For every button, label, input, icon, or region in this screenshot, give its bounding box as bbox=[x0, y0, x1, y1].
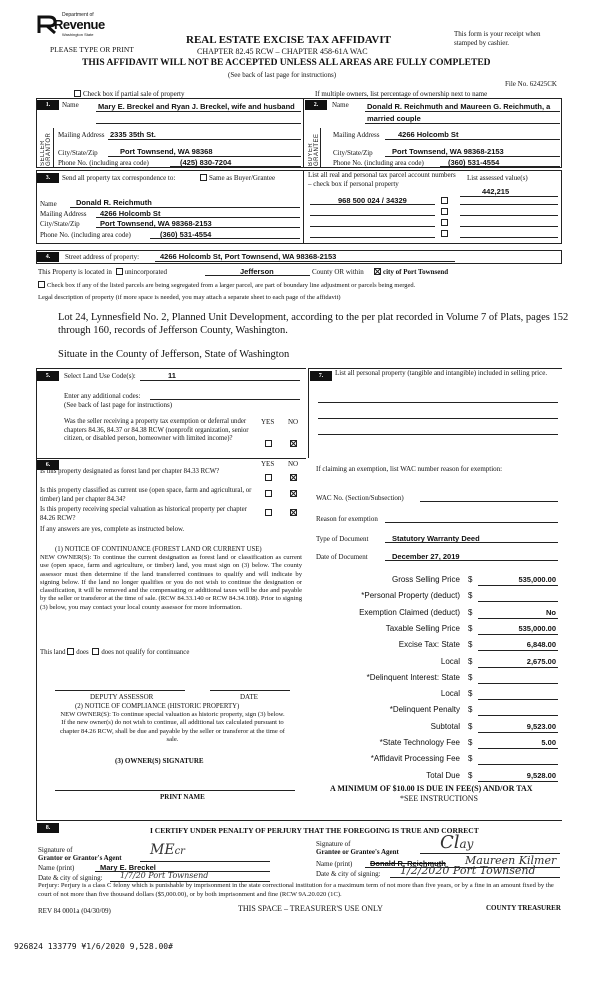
situate-text: Situate in the County of Jefferson, State of Washington bbox=[58, 349, 290, 360]
partial-sale-checkbox[interactable]: Check box if partial sale of property bbox=[74, 90, 184, 98]
buyer-mailing[interactable]: 4266 Holcomb St bbox=[398, 130, 459, 139]
amount-value[interactable]: 2,675.00 bbox=[526, 657, 556, 666]
doc-date-label: Date of Document bbox=[316, 553, 368, 561]
current-use-yes-checkbox[interactable] bbox=[265, 490, 274, 498]
deputy-date-label: DATE bbox=[240, 693, 258, 701]
buyer-phone-label: Phone No. (including area code) bbox=[333, 159, 424, 167]
notice-continuance-title: (1) NOTICE OF CONTINUANCE (FOREST LAND OR CURRENT USE) bbox=[55, 546, 262, 553]
personal-property-checkbox-1[interactable] bbox=[441, 197, 450, 205]
amount-value[interactable]: 9,528.00 bbox=[526, 771, 556, 780]
personal-property-checkbox-2[interactable] bbox=[441, 208, 450, 216]
grantor-name[interactable]: Mary E. Breckel bbox=[100, 863, 156, 872]
seller-city[interactable]: Port Townsend, WA 98368 bbox=[120, 147, 213, 156]
section-5-number: 5. bbox=[37, 371, 63, 381]
receipt-note: This form is your receipt when stamped by cashier. bbox=[454, 30, 541, 47]
agency-name: Revenue bbox=[54, 17, 105, 32]
grantor-date-city[interactable]: 1/7/20 Port Townsend bbox=[120, 871, 209, 880]
grantee-signature[interactable]: Clay bbox=[440, 832, 474, 853]
print-name-label: PRINT NAME bbox=[160, 793, 205, 801]
buyer-side-label: BUYER GRANTEE bbox=[308, 133, 320, 166]
see-back: (See back of last page for instructions) bbox=[228, 71, 337, 79]
forest-yes-checkbox[interactable] bbox=[265, 474, 274, 482]
land-use-see-back: (See back of last page for instructions) bbox=[64, 401, 173, 409]
street-label: Street address of property: bbox=[65, 253, 140, 261]
segregated-checkbox[interactable]: Check box if any of the listed parcels are being segregated from a larger parcel, are part of boundary line adjustment or parcels being merged. bbox=[38, 281, 415, 289]
amount-label: Local bbox=[440, 689, 460, 698]
amount-underline bbox=[478, 764, 558, 765]
amount-underline bbox=[478, 618, 558, 619]
land-use-label: Select Land Use Code(s): bbox=[64, 372, 136, 380]
section-2-number: 2. bbox=[305, 100, 331, 110]
reason-label: Reason for exemption bbox=[316, 515, 378, 523]
amount-label: Local bbox=[440, 657, 460, 666]
amount-label: *Personal Property (deduct) bbox=[361, 591, 460, 600]
amount-label: Exemption Claimed (deduct) bbox=[359, 608, 460, 617]
section5-yes-header: YES bbox=[261, 418, 275, 426]
minimum-note: A MINIMUM OF $10.00 IS DUE IN FEE(S) AND/OR TAX bbox=[330, 784, 533, 793]
doc-type[interactable]: Statutory Warranty Deed bbox=[392, 534, 480, 543]
exemption-yes-checkbox[interactable] bbox=[265, 440, 274, 448]
dollar-sign: $ bbox=[468, 722, 473, 731]
amount-label: Gross Selling Price bbox=[391, 575, 460, 584]
grantee-name-label: Name (print) bbox=[316, 860, 353, 868]
wac-label: WAC No. (Section/Subsection) bbox=[316, 494, 404, 502]
notice-compliance-text: NEW OWNER(S): To continue special valuation as historic property, sign (3) below. If the new owner(s) do not wish to continue, all additional tax calculated pursuant to chapter 84.26 RCW, shall be due and payable by the seller or transferor at the time of sale. bbox=[60, 711, 285, 743]
amount-value[interactable]: 535,000.00 bbox=[518, 575, 556, 584]
owner-signature-label: (3) OWNER(S) SIGNATURE bbox=[115, 757, 204, 765]
dollar-sign: $ bbox=[468, 608, 473, 617]
unincorporated-checkbox[interactable] bbox=[116, 268, 123, 275]
if-yes-note: If any answers are yes, complete as instructed below. bbox=[40, 526, 185, 533]
legal-description[interactable]: Lot 24, Lynnesfield No. 2, Planned Unit Development, according to the per plat recorded in Volume 7 of Plats, pages 152 through 160, records of Jefferson County, Washington. bbox=[58, 312, 569, 336]
section6-no-header: NO bbox=[288, 460, 299, 468]
dollar-sign: $ bbox=[468, 705, 473, 714]
form-chapter: CHAPTER 82.45 RCW – CHAPTER 458-61A WAC bbox=[197, 47, 368, 56]
certify-text: I CERTIFY UNDER PENALTY OF PERJURY THAT THE FOREGOING IS TRUE AND CORRECT bbox=[150, 826, 479, 835]
dollar-sign: $ bbox=[468, 624, 473, 633]
city-checkbox[interactable]: city of Port Townsend bbox=[374, 268, 448, 276]
doc-type-label: Type of Document bbox=[316, 535, 369, 543]
county-name[interactable]: Jefferson bbox=[240, 267, 274, 276]
tax-name-label: Name bbox=[40, 200, 57, 208]
amount-underline bbox=[478, 585, 558, 586]
please-type: PLEASE TYPE OR PRINT bbox=[50, 45, 134, 54]
section8-frame bbox=[36, 820, 562, 821]
section7-frame bbox=[308, 368, 562, 458]
personal-property-label: List all personal property (tangible and intangible) included in selling price. bbox=[335, 369, 548, 377]
buyer-city-label: City/State/Zip bbox=[333, 149, 373, 157]
street-address[interactable]: 4266 Holcomb St, Port Townsend, WA 98368-2153 bbox=[160, 252, 337, 261]
land-use-code[interactable]: 11 bbox=[168, 371, 176, 380]
tax-name[interactable]: Donald R. Reichmuth bbox=[76, 198, 152, 207]
dollar-sign: $ bbox=[468, 640, 473, 649]
dollar-sign: $ bbox=[468, 575, 473, 584]
tax-phone-label: Phone No. (including area code) bbox=[40, 231, 131, 239]
multiple-owners-note: If multiple owners, list percentage of ownership next to name bbox=[315, 90, 488, 98]
grantor-name-label: Name (print) bbox=[38, 864, 75, 872]
seller-side-label: SELLER GRANTOR bbox=[40, 132, 52, 166]
amount-underline bbox=[478, 601, 558, 602]
assessed-value[interactable]: 442,215 bbox=[482, 187, 510, 196]
dollar-sign: $ bbox=[468, 673, 473, 682]
section-3-number: 3. bbox=[37, 173, 63, 183]
tax-mailing[interactable]: 4266 Holcomb St bbox=[100, 209, 161, 218]
deputy-assessor-label: DEPUTY ASSESSOR bbox=[90, 693, 154, 701]
grantee-name[interactable]: Donald R. Reichmuth bbox=[370, 859, 446, 868]
cashier-stamp: 926824 133779 ¥1/6/2020 9,528.00# bbox=[14, 942, 173, 951]
amount-label: *Delinquent Penalty bbox=[389, 705, 460, 714]
current-use-no-checkbox[interactable] bbox=[290, 490, 299, 498]
section5-no-header: NO bbox=[288, 418, 299, 426]
section-8-number: 8. bbox=[37, 823, 63, 833]
forest-land-question: Is this property designated as forest land per chapter 84.33 RCW? bbox=[40, 468, 220, 475]
section-4-number: 4. bbox=[37, 252, 63, 262]
amount-underline bbox=[478, 634, 558, 635]
current-use-question: Is this property classified as current use (open space, farm and agricultural, or timber) land per chapter 84.34? bbox=[40, 487, 252, 503]
amount-underline bbox=[478, 732, 558, 733]
buyer-phone[interactable]: (360) 531-4554 bbox=[448, 158, 500, 167]
seller-city-label: City/State/Zip bbox=[58, 149, 98, 157]
assessed-label: List assessed value(s) bbox=[467, 174, 528, 182]
form-warning: THIS AFFIDAVIT WILL NOT BE ACCEPTED UNLESS ALL AREAS ARE FULLY COMPLETED bbox=[82, 58, 491, 68]
file-number: File No. 62425CK bbox=[505, 80, 557, 88]
grantee-date-label: Date & city of signing: bbox=[316, 870, 381, 878]
section-7-number: 7. bbox=[310, 371, 336, 381]
dollar-sign: $ bbox=[468, 754, 473, 763]
tax-city-label: City/State/Zip bbox=[40, 220, 80, 228]
dollar-sign: $ bbox=[468, 591, 473, 600]
grantee-date-city[interactable]: 1/2/2020 Port Townsend bbox=[400, 864, 536, 877]
does-qualify-checkbox[interactable] bbox=[67, 648, 74, 655]
historic-question: Is this property receiving special valuation as historical property per chapter 84.26 RCW? bbox=[40, 506, 247, 522]
amount-label: *Affidavit Processing Fee bbox=[370, 754, 460, 763]
dollar-sign: $ bbox=[468, 657, 473, 666]
forest-no-checkbox[interactable] bbox=[290, 474, 299, 482]
amount-underline bbox=[478, 748, 558, 749]
amount-underline bbox=[478, 699, 558, 700]
amount-label: Total Due bbox=[426, 771, 460, 780]
amount-label: Subtotal bbox=[430, 722, 460, 731]
amount-underline bbox=[478, 683, 558, 684]
tax-mailing-label: Mailing Address bbox=[40, 210, 87, 218]
tax-accounts-label: List all real and personal tax parcel account numbers – check box if personal property bbox=[308, 171, 456, 188]
seller-mailing-label: Mailing Address bbox=[58, 131, 105, 139]
county-treasurer: COUNTY TREASURER bbox=[486, 904, 561, 912]
treasurer-space: THIS SPACE – TREASURER'S USE ONLY bbox=[238, 904, 383, 913]
seller-name[interactable]: Mary E. Breckel and Ryan J. Breckel, wife and husband bbox=[98, 102, 295, 111]
agency-state: Washington State bbox=[62, 32, 94, 37]
grantor-date-label: Date & city of signing: bbox=[38, 874, 103, 882]
amount-underline bbox=[478, 650, 558, 651]
does-not-qualify-checkbox[interactable] bbox=[92, 648, 99, 655]
amount-underline bbox=[478, 667, 558, 668]
dollar-sign: $ bbox=[468, 771, 473, 780]
amount-value[interactable]: 9,523.00 bbox=[526, 722, 556, 731]
seller-mailing[interactable]: 2335 35th St. bbox=[110, 130, 156, 139]
historic-yes-checkbox[interactable] bbox=[265, 509, 274, 517]
buyer-city[interactable]: Port Townsend, WA 98368-2153 bbox=[392, 147, 504, 156]
continuance-row: This land does does not qualify for continuance bbox=[40, 649, 190, 656]
amount-value[interactable]: 5.00 bbox=[541, 738, 556, 747]
seller-name-label: Name bbox=[62, 101, 79, 109]
personal-property-checkbox-3[interactable] bbox=[441, 219, 450, 227]
located-row: This Property is located in unincorporated bbox=[38, 268, 168, 276]
notice-compliance-title: (2) NOTICE OF COMPLIANCE (HISTORIC PROPERTY) bbox=[75, 703, 240, 710]
buyer-name[interactable]: Donald R. Reichmuth and Maureen G. Reichmuth, a married couple bbox=[367, 102, 551, 123]
send-correspondence-label: Send all property tax correspondence to: bbox=[62, 174, 176, 182]
revenue-logo bbox=[36, 12, 106, 40]
notice-continuance-text: NEW OWNER(S): To continue the current designation as forest land or classification as current use (open space, farm and agriculture, or timber) land, you must sign on (3) below. The county assessor must then determine if the land transferred continues to qualify and will indicate by signing below. If the land no longer qualifies or you do not wish to continue the designation or classification, it will be removed and the compensating or additional taxes will be due and payable by the seller or transferor at the time of sale. (RCW 84.33.140 or RCW 84.34.108). Prior to signing (3) below, you may contact your local county assessor for more information. bbox=[40, 554, 302, 611]
grantee-name-handwritten[interactable]: Maureen Kilmer bbox=[465, 854, 557, 867]
seller-phone-label: Phone No. (including area code) bbox=[58, 159, 149, 167]
legal-label: Legal description of property (if more space is needed, you may attach a separate sheet to each page of the affidavit) bbox=[38, 294, 341, 301]
amount-label: *Delinquent Interest: State bbox=[366, 673, 460, 682]
buyer-mailing-label: Mailing Address bbox=[333, 131, 380, 139]
tax-city[interactable]: Port Townsend, WA 98368-2153 bbox=[100, 219, 212, 228]
tax-account-number[interactable]: 968 500 024 / 34329 bbox=[338, 196, 407, 205]
amount-value[interactable]: 535,000.00 bbox=[518, 624, 556, 633]
tax-phone[interactable]: (360) 531-4554 bbox=[160, 230, 212, 239]
see-instructions: *SEE INSTRUCTIONS bbox=[400, 794, 479, 803]
dollar-sign: $ bbox=[468, 738, 473, 747]
same-as-buyer-checkbox[interactable]: Same as Buyer/Grantee bbox=[200, 174, 275, 182]
dollar-sign: $ bbox=[468, 689, 473, 698]
exemption-question: Was the seller receiving a property tax exemption or deferral under chapters 84.36, 84.37 or 84.38 RCW (nonprofit organization, senior citizen, or disabled person, homeowner with limited income)? bbox=[64, 418, 249, 442]
amount-label: Excise Tax: State bbox=[398, 640, 460, 649]
form-title: REAL ESTATE EXCISE TAX AFFIDAVIT bbox=[186, 34, 391, 46]
grantee-sig-label: Signature of Grantee or Grantee's Agent bbox=[316, 840, 399, 856]
buyer-name-label: Name bbox=[332, 101, 349, 109]
section-6-number: 6. bbox=[37, 460, 63, 470]
rev-number: REV 84 0001a (04/30/09) bbox=[38, 907, 111, 915]
grantor-signature[interactable]: MEcr bbox=[150, 842, 185, 858]
amount-underline bbox=[478, 715, 558, 716]
additional-codes-label: Enter any additional codes: bbox=[64, 392, 141, 400]
perjury-text: Perjury: Perjury is a class C felony which is punishable by imprisonment in the state correctional institution for a maximum term of not more than five years, or by a fine in an amount fixed by the court of not more than five thousand dollars ($5,000.00), or by both imprisonment and fine (RCW 9A.20.020 (1C). bbox=[38, 882, 554, 898]
seller-phone[interactable]: (425) 830-7204 bbox=[180, 158, 232, 167]
amount-value[interactable]: 6,848.00 bbox=[526, 640, 556, 649]
doc-date[interactable]: December 27, 2019 bbox=[392, 552, 460, 561]
amount-underline bbox=[478, 781, 558, 782]
section6-yes-header: YES bbox=[261, 460, 275, 468]
section-1-number: 1. bbox=[37, 100, 63, 110]
claim-exemption-label: If claiming an exemption, list WAC number reason for exemption: bbox=[316, 465, 503, 473]
amount-label: Taxable Selling Price bbox=[385, 624, 460, 633]
personal-property-checkbox-4[interactable] bbox=[441, 230, 450, 238]
grantor-sig-label: Signature of Grantor or Grantor's Agent bbox=[38, 846, 122, 862]
historic-no-checkbox[interactable] bbox=[290, 509, 299, 517]
exemption-no-checkbox[interactable] bbox=[290, 440, 299, 448]
amount-label: *State Technology Fee bbox=[379, 738, 460, 747]
amount-value[interactable]: No bbox=[546, 608, 556, 617]
agency-top: Department of bbox=[62, 12, 94, 18]
county-or-within: County OR within bbox=[312, 268, 364, 276]
